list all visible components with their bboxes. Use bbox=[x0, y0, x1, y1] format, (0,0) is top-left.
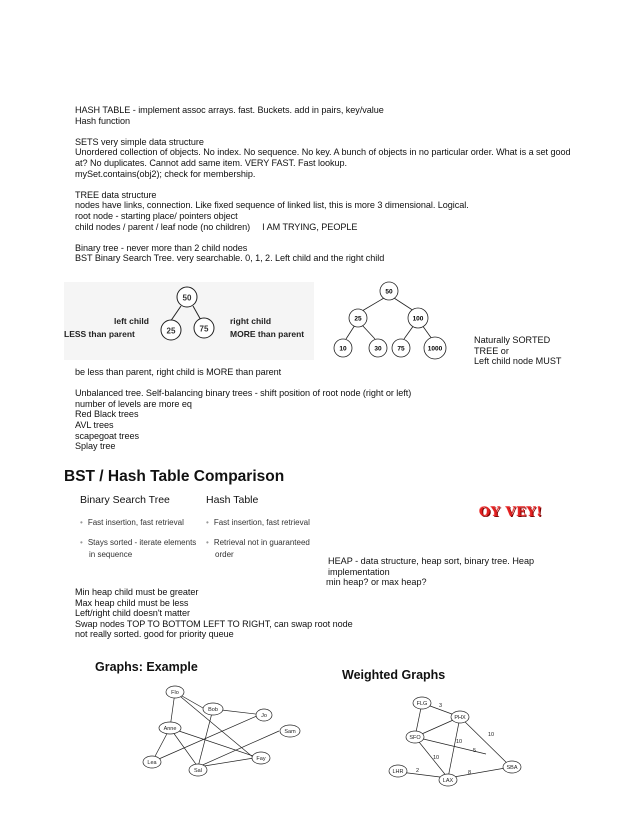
graph-label-anne: Anne bbox=[163, 726, 177, 732]
notes-block-hash-sets-trees bbox=[75, 105, 595, 264]
comparison-slide bbox=[64, 463, 314, 573]
note-line: mySet.contains(obj2); check for membership. bbox=[75, 168, 256, 179]
bst-right-label: 75 bbox=[199, 324, 209, 334]
note-line: Left/right child doesn't matter bbox=[75, 608, 190, 619]
hash-item: • Retrieval not in guaranteed bbox=[206, 538, 310, 547]
sorted-note-line: TREE or bbox=[474, 345, 509, 356]
weighted-graph-slide bbox=[336, 664, 536, 794]
edge-weight: 8 bbox=[468, 770, 472, 776]
note-line: BST Binary Search Tree. very searchable. 0, 1, 2. Left child and the right child bbox=[75, 253, 385, 264]
graph-example-svg bbox=[88, 656, 304, 786]
note-line: Unordered collection of objects. No index. No sequence. No key. A bunch of objects in no particular order. What is a set good bbox=[75, 147, 571, 158]
graph-label-bob: Bob bbox=[208, 707, 218, 713]
hash-item: • Fast insertion, fast retrieval bbox=[206, 518, 310, 527]
bst-child-diagram bbox=[64, 282, 314, 360]
tree-label-30: 30 bbox=[374, 345, 382, 353]
graph-example-slide bbox=[88, 656, 304, 786]
more-than-parent-label: MORE than parent bbox=[230, 329, 305, 339]
heap-note-line: HEAP - data structure, heap sort, binary tree. Heap bbox=[328, 556, 535, 566]
weighted-label-sba: SBA bbox=[506, 765, 518, 771]
weighted-label-lax: LAX bbox=[442, 778, 454, 784]
edge-weight: 10 bbox=[488, 732, 495, 738]
hash-item-continued: order bbox=[215, 550, 234, 559]
heap-note bbox=[326, 556, 534, 588]
note-line: Unbalanced tree. Self-balancing binary trees - shift position of root node (right or left) bbox=[75, 388, 412, 399]
weighted-graph-title: Weighted Graphs bbox=[342, 668, 446, 682]
graph-label-fay: Fay bbox=[256, 756, 266, 762]
bullet-icon: • bbox=[206, 518, 209, 527]
bullet-icon: • bbox=[206, 538, 209, 547]
note-line: scapegoat trees bbox=[75, 430, 139, 441]
tree-label-100: 100 bbox=[412, 315, 424, 323]
edge-weight: 2 bbox=[416, 768, 420, 774]
notes-block-balancing bbox=[75, 367, 595, 452]
comparison-title: BST / Hash Table Comparison bbox=[64, 468, 285, 485]
bst-root-label: 50 bbox=[182, 293, 192, 303]
tree-label-1000: 1000 bbox=[427, 345, 443, 353]
note-line: be less than parent, right child is MORE than parent bbox=[75, 367, 282, 377]
note-line: Min heap child must be greater bbox=[75, 587, 199, 597]
note-line: AVL trees bbox=[75, 419, 114, 430]
bst-tree-diagram bbox=[322, 279, 467, 365]
heap-note-line: min heap? or max heap? bbox=[326, 577, 427, 588]
graph-label-sam: Sam bbox=[284, 729, 296, 735]
tree-label-25: 25 bbox=[354, 315, 362, 323]
oy-vey-wordart: OY VEY! bbox=[479, 505, 543, 520]
bst-column-title: Binary Search Tree bbox=[80, 494, 170, 506]
note-line: TREE data structure bbox=[75, 189, 157, 200]
note-line: root node - starting place/ pointers object bbox=[75, 210, 238, 221]
graph-label-jo: Jo bbox=[261, 713, 267, 719]
edge-weight: 5 bbox=[473, 748, 477, 754]
bullet-icon: • bbox=[80, 518, 83, 527]
graph-label-flo: Flo bbox=[171, 690, 179, 696]
weighted-label-lhr: LHR bbox=[392, 769, 404, 775]
left-child-label: left child bbox=[114, 316, 149, 326]
right-child-label: right child bbox=[230, 316, 272, 326]
note-line: Splay tree bbox=[75, 441, 116, 452]
tree-label-75: 75 bbox=[397, 345, 405, 353]
edge-weight: 3 bbox=[439, 703, 443, 709]
shout-text: I AM TRYING, PEOPLE bbox=[262, 221, 358, 232]
graph-example-title: Graphs: Example bbox=[95, 660, 198, 674]
weighted-graph-svg bbox=[336, 664, 536, 794]
note-line: Swap nodes TOP TO BOTTOM LEFT TO RIGHT, can swap root node bbox=[75, 618, 353, 629]
edge-weight: 10 bbox=[456, 739, 463, 745]
hash-column-title: Hash Table bbox=[206, 494, 259, 506]
child-nodes-text: child nodes / parent / leaf node (no children) bbox=[75, 221, 251, 232]
tree-label-10: 10 bbox=[339, 345, 347, 353]
sorted-note-line: Naturally SORTED bbox=[474, 335, 551, 345]
note-line: Binary tree - never more than 2 child nodes bbox=[75, 242, 248, 253]
bst-item: • Fast insertion, fast retrieval bbox=[80, 518, 184, 527]
less-than-parent-label: LESS than parent bbox=[64, 329, 135, 339]
note-line: Max heap child must be less bbox=[75, 597, 189, 608]
sorted-note-line: Left child node MUST bbox=[474, 356, 562, 367]
weighted-label-sfo: SFO bbox=[409, 735, 421, 741]
graph-label-sal: Sal bbox=[194, 768, 202, 774]
weighted-label-phx: PHX bbox=[454, 715, 466, 721]
notes-block-heap bbox=[75, 587, 595, 640]
note-line: Red Black trees bbox=[75, 409, 139, 420]
note-line: HASH TABLE - implement assoc arrays. fast. Buckets. add in pairs, key/value bbox=[75, 105, 384, 115]
note-line: Hash function bbox=[75, 115, 130, 126]
note-line: number of levels are more eq bbox=[75, 398, 192, 409]
graph-label-lea: Lea bbox=[147, 760, 157, 766]
bst-item-continued: in sequence bbox=[89, 550, 133, 559]
note-line: SETS very simple data structure bbox=[75, 136, 204, 147]
tree-root-label: 50 bbox=[385, 288, 393, 296]
note-line: at? No duplicates. Cannot add same item. VERY FAST. Fast lookup. bbox=[75, 157, 347, 168]
note-line: not really sorted. good for priority queue bbox=[75, 629, 234, 640]
bullet-icon: • bbox=[80, 538, 83, 547]
heap-note-line: implementation bbox=[328, 566, 390, 577]
bst-item: • Stays sorted - iterate elements bbox=[80, 538, 197, 547]
note-line-child-nodes bbox=[75, 222, 595, 233]
bst-left-label: 25 bbox=[166, 326, 176, 336]
edge-weight: 10 bbox=[433, 755, 440, 761]
note-line: nodes have links, connection. Like fixed sequence of linked list, this is more 3 dimensional. Logical. bbox=[75, 200, 469, 211]
sorted-note bbox=[474, 335, 561, 367]
weighted-label-flg: FLG bbox=[416, 701, 428, 707]
